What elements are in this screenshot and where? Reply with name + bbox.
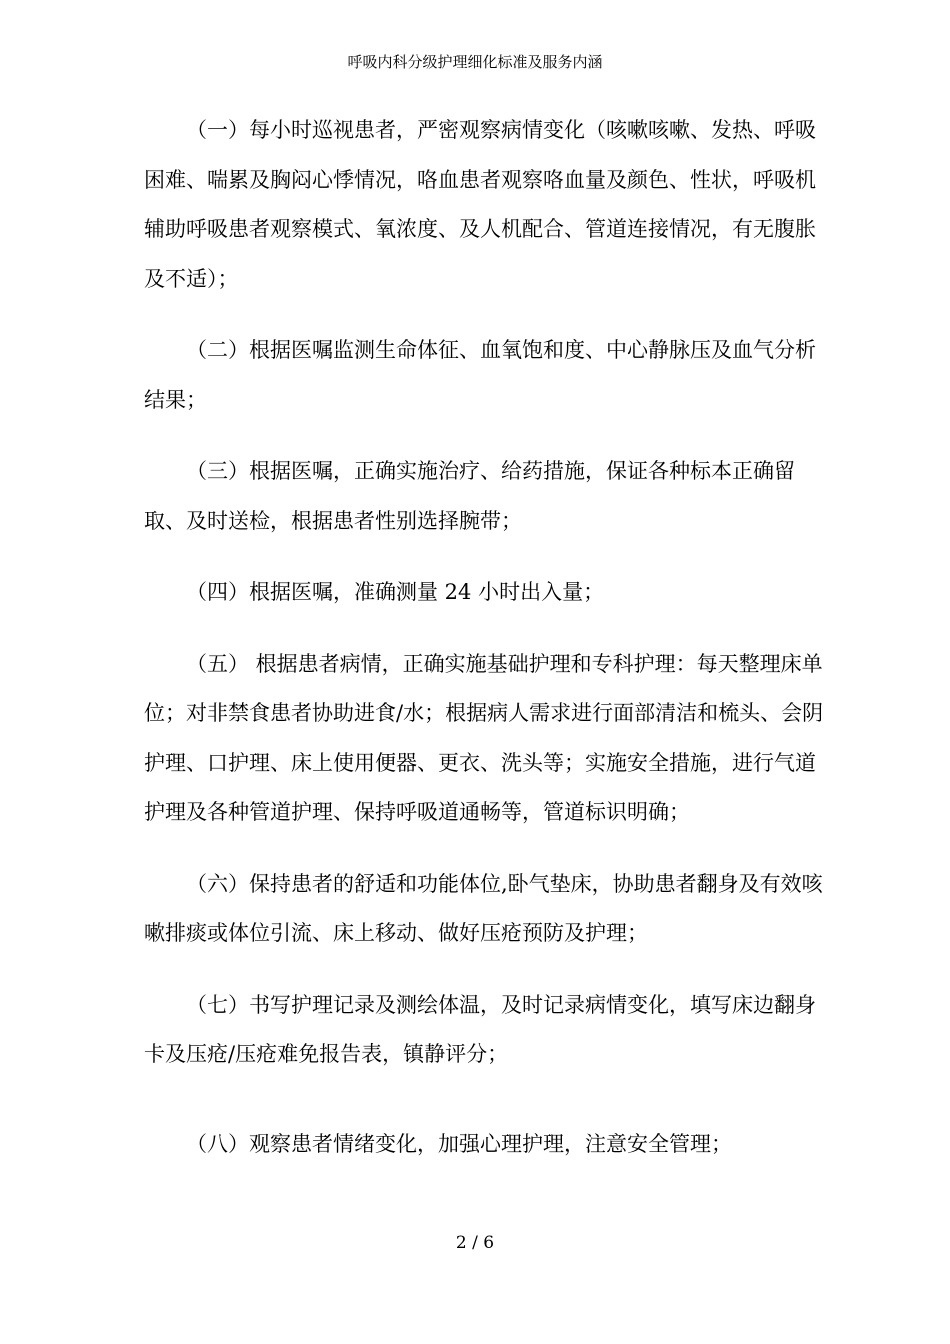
document-body: [144, 106, 824, 1169]
paragraph-6: （六）保持患者的舒适和功能体位,卧气垫床，协助患者翻身及有效咳嗽排痰或体位引流、床上移动、做好压疮预防及护理；: [144, 871, 823, 945]
paragraph-2: （二）根据医嘱监测生命体征、血氧饱和度、中心静脉压及血气分析结果；: [144, 338, 816, 412]
paragraph-4: （四）根据医嘱，准确测量 24 小时出入量；: [186, 580, 605, 604]
page-header-title: 呼吸内科分级护理细化标准及服务内涵: [347, 53, 603, 71]
page-number: 2 / 6: [455, 1233, 495, 1253]
paragraph-3: （三）根据医嘱，正确实施治疗、给药措施，保证各种标本正确留取、及时送检，根据患者性别选择腕带；: [144, 459, 795, 533]
paragraph-5: （五） 根据患者病情，正确实施基础护理和专科护理：每天整理床单位；对非禁食患者协助进食/水；根据病人需求进行面部清洁和梳头、会阴护理、口护理、床上使用便器、更衣、洗头等；实施安全措施，进行气道护理及各种管道护理、保持呼吸道通畅等，管道标识明确；: [144, 651, 824, 824]
paragraph-7: （七）书写护理记录及测绘体温，及时记录病情变化，填写床边翻身卡及压疮/压疮难免报告表，镇静评分；: [144, 992, 816, 1066]
paragraph-1: （一）每小时巡视患者，严密观察病情变化（咳嗽咳嗽、发热、呼吸困难、喘累及胸闷心悸情况，咯血患者观察咯血量及颜色、性状，呼吸机辅助呼吸患者观察模式、氧浓度、及人机配合、管道连接情况，有无腹胀及不适）；: [144, 118, 816, 291]
paragraph-8: （八）观察患者情绪变化，加强心理护理，注意安全管理；: [186, 1131, 732, 1156]
